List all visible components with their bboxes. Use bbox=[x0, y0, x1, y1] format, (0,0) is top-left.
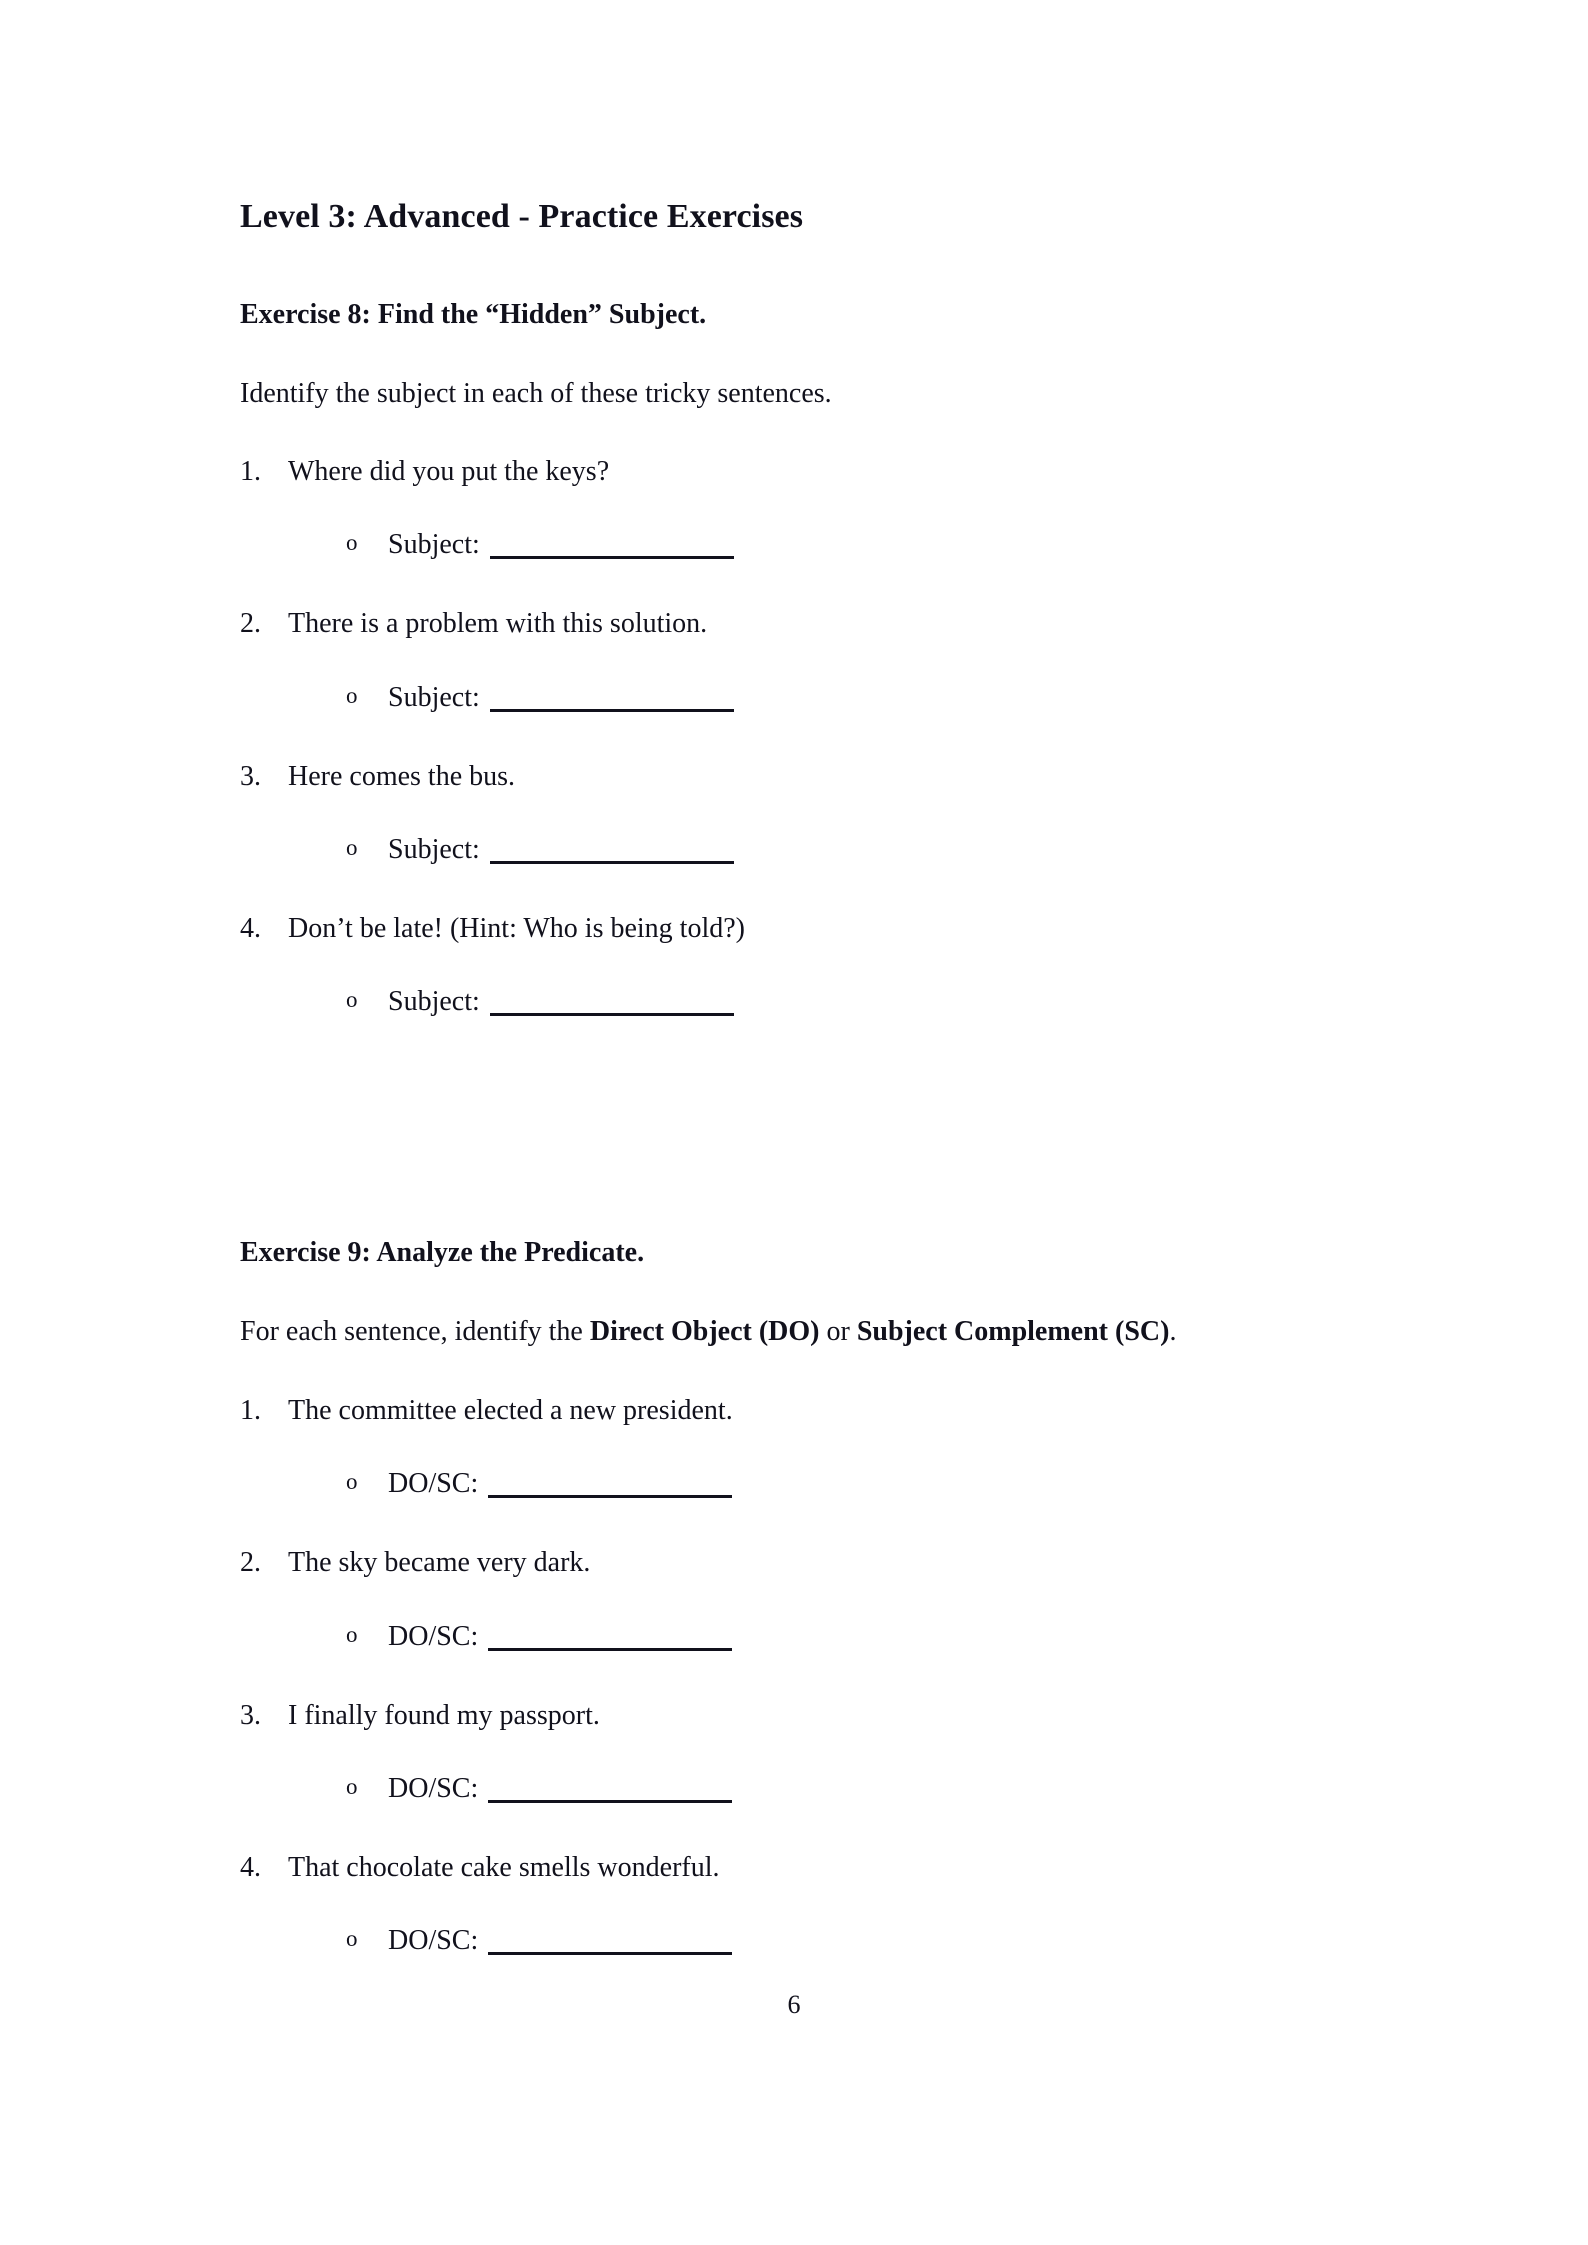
list-item bbox=[240, 606, 1410, 714]
answer-row bbox=[288, 833, 1410, 867]
list-item bbox=[240, 911, 1410, 1019]
list-item-number: 4. bbox=[240, 1852, 261, 1884]
list-item-text: The committee elected a new president. bbox=[288, 1394, 733, 1426]
answer-label-text: DO/SC: bbox=[388, 1925, 479, 1957]
answer-row bbox=[288, 681, 1410, 715]
exercise-8-heading: Exercise 8: Find the “Hidden” Subject. bbox=[240, 298, 707, 330]
list-item-number: 1. bbox=[240, 455, 261, 487]
answer-label-text: DO/SC: bbox=[388, 1468, 479, 1500]
circle-bullet-icon: o bbox=[346, 987, 358, 1013]
answer-label bbox=[388, 1773, 732, 1804]
answer-blank-field[interactable] bbox=[488, 1626, 732, 1651]
list-item-text: Here comes the bus. bbox=[288, 760, 516, 792]
answer-label-text: Subject: bbox=[388, 986, 480, 1018]
exercise-9-intro-bold2: Subject Complement (SC) bbox=[856, 1316, 1170, 1348]
list-item-number: 2. bbox=[240, 1547, 261, 1579]
document-content bbox=[240, 196, 1410, 2002]
list-item bbox=[240, 454, 1410, 562]
answer-label bbox=[388, 1621, 732, 1652]
circle-bullet-icon: o bbox=[346, 835, 358, 861]
answer-blank-field[interactable] bbox=[490, 839, 734, 864]
answer-blank-field[interactable] bbox=[490, 687, 734, 712]
circle-bullet-icon: o bbox=[346, 1469, 358, 1495]
list-item-text: That chocolate cake smells wonderful. bbox=[288, 1852, 720, 1884]
answer-row bbox=[288, 1467, 1410, 1501]
list-item-number: 3. bbox=[240, 760, 261, 792]
circle-bullet-icon: o bbox=[346, 1621, 358, 1647]
answer-label-text: DO/SC: bbox=[388, 1620, 479, 1652]
page-number: 6 bbox=[787, 1990, 801, 2019]
exercise-8-intro: Identify the subject in each of these tricky sentences. bbox=[240, 377, 832, 409]
exercise-8-list bbox=[240, 454, 1410, 1020]
list-item-number: 1. bbox=[240, 1394, 261, 1426]
list-item-number: 2. bbox=[240, 608, 261, 640]
answer-label-text: Subject: bbox=[388, 681, 480, 713]
list-item-text: The sky became very dark. bbox=[288, 1547, 591, 1579]
circle-bullet-icon: o bbox=[346, 530, 358, 556]
answer-label-text: Subject: bbox=[388, 529, 480, 561]
answer-row bbox=[288, 528, 1410, 562]
list-item-text: I finally found my passport. bbox=[288, 1699, 600, 1731]
exercise-9-list bbox=[240, 1393, 1410, 1959]
circle-bullet-icon: o bbox=[346, 682, 358, 708]
answer-label bbox=[388, 986, 734, 1017]
answer-label-text: Subject: bbox=[388, 834, 480, 866]
answer-row bbox=[288, 1620, 1410, 1654]
circle-bullet-icon: o bbox=[346, 1926, 358, 1952]
answer-blank-field[interactable] bbox=[490, 991, 734, 1016]
answer-row bbox=[288, 985, 1410, 1019]
list-item-text: There is a problem with this solution. bbox=[288, 608, 708, 640]
answer-label bbox=[388, 682, 734, 713]
list-item bbox=[240, 759, 1410, 867]
list-item bbox=[240, 1850, 1410, 1958]
exercise-9-intro bbox=[240, 1314, 1410, 1350]
answer-label bbox=[388, 529, 734, 560]
answer-label bbox=[388, 1468, 732, 1499]
answer-label bbox=[388, 834, 734, 865]
list-item-number: 4. bbox=[240, 913, 261, 945]
answer-blank-field[interactable] bbox=[488, 1778, 732, 1803]
answer-blank-field[interactable] bbox=[488, 1473, 732, 1498]
exercise-9-intro-part1: For each sentence, identify the bbox=[240, 1316, 590, 1348]
list-item bbox=[240, 1545, 1410, 1653]
list-item-number: 3. bbox=[240, 1699, 261, 1731]
section-spacer bbox=[240, 1063, 1410, 1235]
exercise-9-heading: Exercise 9: Analyze the Predicate. bbox=[240, 1237, 645, 1269]
list-item-text: Where did you put the keys? bbox=[288, 455, 610, 487]
exercise-9-intro-bold1: Direct Object (DO) bbox=[589, 1316, 820, 1348]
list-item bbox=[240, 1698, 1410, 1806]
list-item-text: Don’t be late! (Hint: Who is being told?) bbox=[288, 913, 745, 945]
circle-bullet-icon: o bbox=[346, 1774, 358, 1800]
answer-blank-field[interactable] bbox=[490, 534, 734, 559]
answer-label-text: DO/SC: bbox=[388, 1773, 479, 1805]
exercise-9-intro-part3: . bbox=[1169, 1316, 1177, 1348]
exercise-8-section bbox=[240, 297, 1410, 1020]
answer-blank-field[interactable] bbox=[488, 1930, 732, 1955]
list-item bbox=[240, 1393, 1410, 1501]
exercise-9-section bbox=[240, 1235, 1410, 1958]
answer-row bbox=[288, 1772, 1410, 1806]
answer-label bbox=[388, 1925, 732, 1956]
answer-row bbox=[288, 1924, 1410, 1958]
page-title: Level 3: Advanced - Practice Exercises bbox=[240, 198, 804, 235]
exercise-9-intro-part2: or bbox=[819, 1316, 857, 1348]
